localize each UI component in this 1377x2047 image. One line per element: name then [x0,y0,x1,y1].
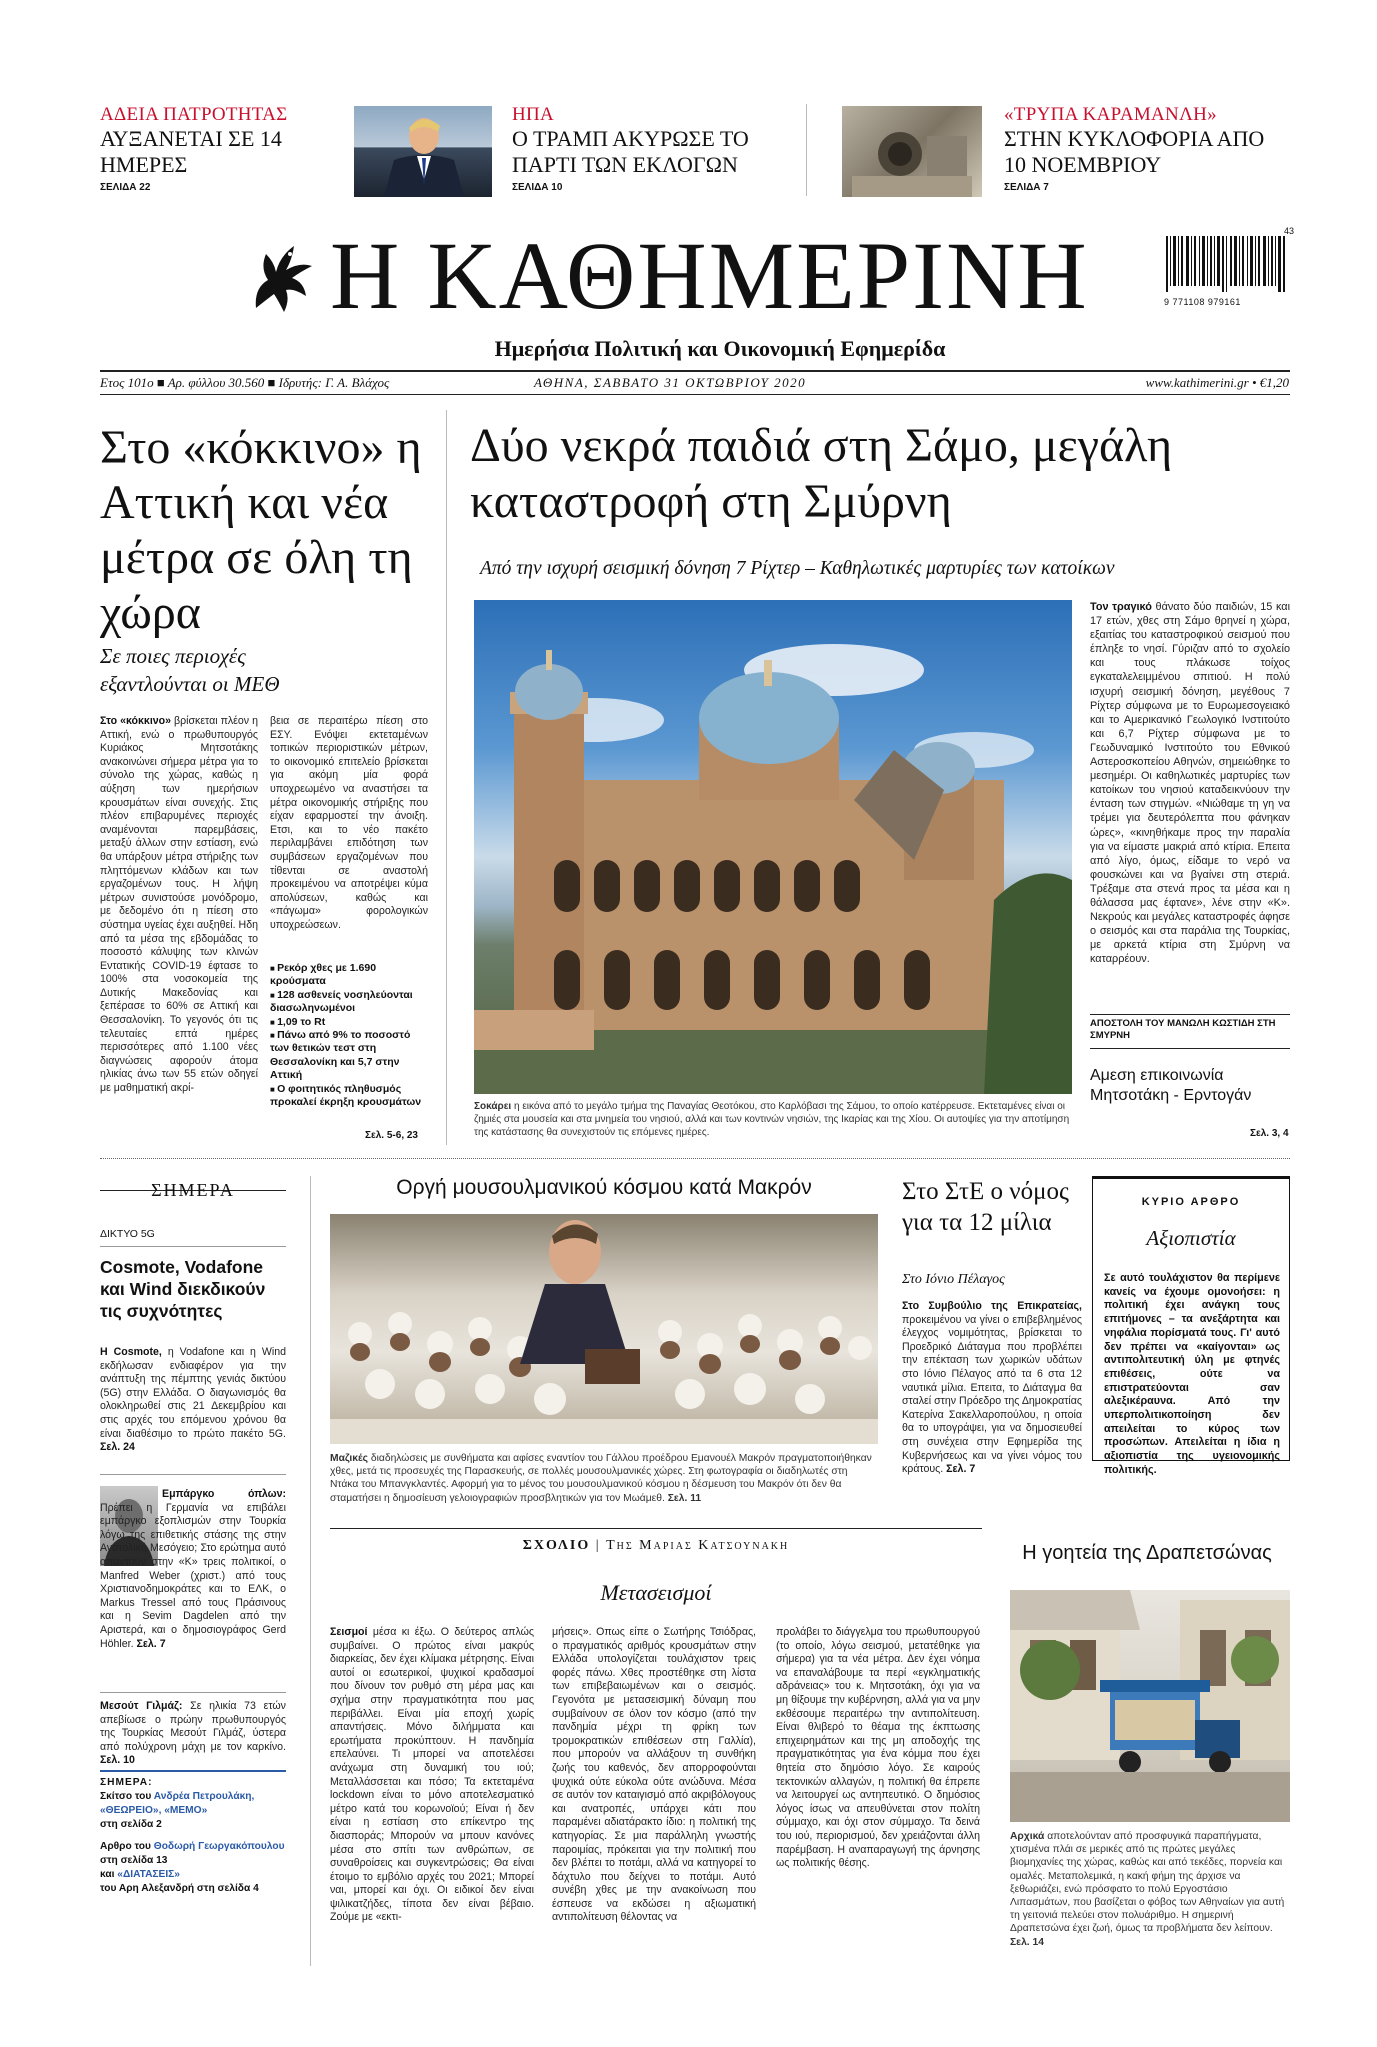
today-headline[interactable]: Cosmote, Vodafone και Wind διεκδικούν τις συχνότητες [100,1257,266,1321]
teaser-kicker: ΗΠΑ [512,104,555,125]
macron-page[interactable]: Σελ. 11 [667,1492,702,1504]
today-label: ΣΗΜΕΡΑ [151,1180,235,1200]
trump-photo [354,106,492,197]
main-photo-caption [474,1100,1072,1139]
today-bottom-label: ΣΗΜΕΡΑ: [100,1777,153,1788]
column-body-col2: μήσεις». Οπως είπε ο Σωτήρης Τσιόδρας, ο πραγματικός αριθμός κρουσμάτων στην Ελλάδα υπολογίζεται τουλάχιστον τρεις φορές πάνω. Χθες προστέθηκε στη λίστα των επιβεβαιωμένων και ο σεισμός. Γεγονότα με μετασεισμική δύναμη που συμβαίνουν σε όλον τον κόσμο (από την πανδημία μέχρι τη φρίκη των τρομοκρατικών επιθέσεων στη Γαλλία), που μπορούν να αλλάξουν τη συνθήκη ζωής του καθενός, δεν απορροφούνται ψυχικά ούτε εύκολα ούτε ανώδυνα. Μέσα σε αυτόν τον καταιγισμό από ακριβόλογους και ανατροπές, υπάρχει κάτι που παραμένει αδιατάρακτο ίδιο: η πολιτική της κατηγορίας. Σε μια παράλληλη γνωστής παροιμίας, πρόκειται για την πολιτική που δεν βλέπει το ποτάμι, αλλά να κατηγορεί το δάχτυλο που δείχνει το ποτάμι. Αυτό συνέβη χθες με την ανακοίνωση που έσπευσε να εκδώσει η αξιωματική αντιπολίτευση θέλοντας να [552,1626,756,1924]
item3-page[interactable]: Σελ. 10 [100,1754,135,1767]
ste-text: προκειμένου να γίνει ο επιβεβλημένος έλεγχος νομιμότητας, βρίσκεται το Προεδρικό Διάταγμα που προβλέπει την επέκταση των χωρικών υδάτων στο Ιόνιο Πέλαγος από τα 6 στα 12 ναυτικά μίλια. Επειτα, το Διάταγμα θα σταλεί στην Πρόεδρο της Δημοκρατίας Κατερίνα Σακελλαροπούλου, η οποία θα το υπογράψει, για να δημοσιευθεί στη συνέχεια στην Εφημερίδα της Κυβερνήσεως και να γίνει νόμος του κράτους. [902,1313,1082,1476]
left-headline[interactable]: Στο «κόκκινο» η Αττική και νέα μέτρα σε όλη τη χώρα [100,421,422,639]
item2-lead: Εμπάργκο όπλων: [162,1488,286,1500]
main-related[interactable]: Αμεση επικοινωνία Μητσοτάκη - Ερντογάν [1090,1067,1252,1104]
main-subhead: Από την ισχυρή σεισμική δόνηση 7 Ρίχτερ – Καθηλωτικές μαρτυρίες των κατοίκων [480,558,1115,579]
today-bottom-line6[interactable] [100,1868,286,1882]
left-body-col2: βεια σε περαιτέρω πίεση στο ΕΣΥ. Ενόψει εκτεταμένων τοπικών περιοριστικών μέτρων, το οικονομικό επιτελείο βρίσκεται για ακόμη μία φορά υποχρεωμένο να αναστήσει τα μέτρα οικονομικής στήριξης που είχαν εφαρμοστεί την άνοιξη. Ετσι, και το νέο πακέτο περιλαμβάνει επιδότηση των συμβάσεων εργαζομένων που τίθενται σε αναστολή προκειμένου να αποτρέψει κύμα απολύσεων, καθώς και «πάγωμα» φορολογικών υποχρεώσεων. [270,715,428,931]
section-link: «ΘΕΩΡΕΙΟ», «ΜΕΜΟ» [100,1805,208,1816]
bullet-item: ■ 128 ασθενείς νοσηλεύονται διασωληνωμένοι [270,989,428,1016]
left-text: βρίσκεται πλέον η Αττική, ενώ ο πρωθυπουργός Κυριάκος Μητσοτάκης ανακοινώνει σήμερα μέτρα για το σύνολο της χώρας, καθώς η αύξηση των ημερήσιων κρουσμάτων είναι συνεχής. Στις πλέον επιβαρυμένες περιοχές αναμένονται παρεμβάσεις, μεταξύ άλλων στην εστίαση, ενώ θα υπάρξουν μέτρα στήριξης των πληττόμενων κλάδων και των εργαζομένων τους. Η λήψη μέτρων συνιστούσε μονόδρομο, με δεδομένο ότι η πίεση στο σύστημα υγείας έχει αυξηθεί. Ηδη από τα μέσα της εβδομάδας το ποσοστό κάλυψης των κλινών Εντατικής COVID-19 έφτασε το 100% στα νοσοκομεία της Δυτικής Μακεδονίας και ξεπέρασε το 60% σε Αττική και Θεσσαλονίκη. Το γεγονός ότι τις τελευταίες επτά ημέρες περισσότερες από 1.100 νέες διαγνώσεις αφορούν άτομα ηλικίας άνω των 55 ετών οδηγεί με μαθηματική ακρί- [100,715,258,1095]
tunnel-photo [842,106,982,197]
church-illustration [474,600,1072,1094]
item2-text: Πρέπει η Γερμανία να επιβάλει εμπάργκο εξοπλισμών στην Τουρκία λόγω της επιθετικής στάσης της στην Ανατολική Μεσόγειο; Στο ερώτημα αυτό απαντούν στην «Κ» τρεις πολιτικοί, ο Manfred Weber (χριστ.) από τους Χριστιανοδημοκράτες και το ΕΛΚ, ο Markus Tressel από τους Πράσινους και η Sevim Dagdelen από την Αριστερά, και ο δημοσιογράφος Gerd Höhler. [100,1501,286,1650]
item3-text: Σε ηλικία 73 ετών απεβίωσε ο πρώην πρωθυπουργός της Τουρκίας Μεσούτ Γιλμάζ, ύστερα από πολύχρονη μάχη με τον καρκίνο. [100,1700,286,1753]
teaser-title: Ο ΤΡΑΜΠ ΑΚΥΡΩΣΕ ΤΟ ΠΑΡΤΙ ΤΩΝ ΕΚΛΟΓΩΝ [512,126,749,177]
issue-info: Ετος 101ο ■ Αρ. φύλλου 30.560 ■ Ιδρυτής: Γ. Α. Βλάχος [100,375,390,390]
trump-figure [354,106,492,197]
masthead-rule-bottom [100,394,1290,395]
editorial-title[interactable]: Αξιοπιστία [1146,1226,1236,1250]
today-bottom-line7: του Αρη Αλεξανδρή στη σελίδα 4 [100,1883,259,1894]
column-body-col1 [330,1626,534,1925]
today-kicker-rule [100,1246,286,1247]
today-page[interactable]: Σελ. 24 [100,1441,135,1454]
masthead-rule-top [100,370,1290,372]
main-lead: Τον τραγικό [1090,601,1152,613]
ste-body [902,1300,1082,1477]
macron-protest-photo [330,1214,878,1444]
teaser-kicker: «ΤΡΥΠΑ ΚΑΡΑΜΑΝΛΗ» [1004,104,1217,125]
column-body-col3: προλάβει το διάγγελμα του πρωθυπουργού (το οποίο, λόγω σεισμού, μετατέθηκε για σήμερα) για τα νέα μέτρα. Δεν έχει νόημα να επαναλάβουμε τα περί «εγκληματικής αδράνειας» του κ. Μητσοτάκη, όχι για να μη θίξουμε την κυβέρνηση, αλλά για να μην εκθέσουμε περαιτέρω την αντιπολίτευση. Είναι θλιβερό το θέαμα της έκπτωσης επιχειρημάτων και της μη αποδοχής της πραγματικότητας για ένα κόμμα που έχει θητεία στο δημόσιο λόγο. Σε καιρούς τεκτονικών αλλαγών, η πολιτική θα έπρεπε να λειτουργεί ως αντηπευτικό. Ο δημόσιος λόγος ίσως να απευθύνεται στον πολίτη σύμμαχο, και όχι στον σύμμαχο. Τα δεινά του ιού, περιορισμού, δεν χρειάζονται άλλη παρέμβαση. Η αναπαραγωγή της άρνησης ως πολιτικής θέσης. [776,1626,980,1870]
column-divider [310,1176,311,1966]
ste-headline[interactable]: Στο ΣτΕ ο νόμος για τα 12 μίλια [902,1178,1069,1236]
today-bottom [100,1776,286,1896]
column-text: μέσα κι έξω. Ο δεύτερος απλώς συμβαίνει. Ο πρώτος είναι μακρύς διαρκείας, δεν έχει κλίμακα μέτρησης. Είναι αυτοί οι εσωτερικοί, ψυχικοί κραδασμοί που δίνουν τον ρυθμό στη μέρα μας και σχήμα στην πραγματικότητα που μας περιβάλλει. Είναι μία εποχή χωρίς απαντήσεις. Μόνο διλήμματα και ερωτήματα προκύπτουν. Η πανδημία επελαύνει. Τι μπορεί να αποτελέσει ανάχωμα στη δυναμική του ιού; Μεταλλάσσεται και πόσο; Τα εκτεταμένα lockdown είναι το μόνο αποτελεσματικό μέτρο κατά του κορωνοϊού; Είναι ή δεν είναι η εστίαση στο επίκεντρο της διασποράς; Μπορούν να μπουν κανόνες μέσα στο σπίτι των ανθρώπων, σε συναθροίσεις και συγκεντρώσεις; Θα είναι έτοιμο το εμβόλιο αρχές του 2021; Μπορεί ναι, μπορεί και όχι. Οι ειδικοί δεν είναι ψιλικατζήδες, τίποτα δεν είναι βέβαιο. Ζούμε με «εκτι- [330,1626,534,1924]
barcode-bars [1164,236,1294,292]
teaser-page: ΣΕΛΙΔΑ 22 [100,182,151,193]
today-body [100,1346,286,1455]
tunnel-machine [842,106,982,197]
column-header [330,1538,982,1554]
today-bottom-line5: στη σελίδα 13 [100,1855,168,1866]
column-separator-icon: | [590,1538,607,1553]
caption-text: διαδηλώσεις με συνθήματα και αφίσες εναντίον του Γάλλου προέδρου Εμανουέλ Μακρόν πραγματοποιήθηκαν χθες, μετά τις προσευχές της Παρασκευής, σε πολλές μουσουλμανικές χώρες. Στη φωτογραφία οι διαδηλωτές στη Ντάκα του Μπανγκλαντές. Αφορμή για το μένος του μουσουλμανικού κόσμου η δέσμευση του Μακρόν ότι δεν θα σταματήσει η δημοσίευση γελοιογραφιών προσβλητικών για τον Μωάμεθ. [330,1453,872,1504]
column-divider [446,410,447,1145]
drapetsona-caption [1010,1830,1290,1949]
barcode-issue: 43 [1283,226,1294,236]
today-lead: Η Cosmote, [100,1346,162,1358]
ste-lead: Στο Συμβούλιο της Επικρατείας, [902,1300,1082,1312]
teaser-divider [806,104,807,196]
teaser-title: ΑΥΞΑΝΕΤΑΙ ΣΕ 14 ΗΜΕΡΕΣ [100,126,282,177]
teaser-page: ΣΕΛΙΔΑ 10 [512,182,563,193]
today-divider [100,1692,286,1693]
caption-text: η εικόνα από το μεγάλο τμήμα της Παναγίας Θεοτόκου, στο Καρλόβασι της Σάμου, το οποίο κατέρρευσε. Εκτεταμένες είναι οι ζημιές στα μουσεία και στα μνημεία του νησιού, αλλά και των κοντινών νησιών, της Ικαρίας και της Χίου. Οι αυτοψίες για την αποτίμηση της κατάστασης θα συνεχιστούν τις επόμενες ημέρες. [474,1101,1070,1138]
teaser-page: ΣΕΛΙΔΑ 7 [1004,182,1049,193]
left-subhead: Σε ποιες περιοχές εξαντλούνται οι ΜΕΘ [100,644,280,696]
editorial-label: ΚΥΡΙΟ ΑΡΘΡΟ [1141,1196,1241,1208]
author-link: Ανδρέα Πετρουλάκη, [153,1791,255,1802]
main-byline: ΑΠΟΣΤΟΛΗ ΤΟΥ ΜΑΝΩΛΗ ΚΩΣΤΙΔΗ ΣΤΗ ΣΜΥΡΝΗ [1090,1018,1276,1041]
samos-church-photo [474,600,1072,1094]
today-kicker: ΔΙΚΤΥΟ 5G [100,1228,155,1240]
bullet-item: ■ Ρεκόρ χθες με 1.690 κρούσματα [270,962,428,989]
today-bottom-line3: στη σελίδα 2 [100,1819,162,1830]
today-item2 [100,1488,286,1651]
macron-headline[interactable]: Οργή μουσουλμανικού κόσμου κατά Μακρόν [396,1176,812,1199]
byline-rule [1090,1014,1290,1015]
teaser-trump[interactable] [512,104,782,193]
item3-lead: Μεσούτ Γιλμάζ: [100,1700,183,1712]
caption-lead: Σοκάρει [474,1101,512,1112]
caption-lead: Αρχικά [1010,1831,1045,1842]
teaser-title: ΣΤΗΝ ΚΥΚΛΟΦΟΡΙΑ ΑΠΟ 10 ΝΟΕΜΒΡΙΟΥ [1004,126,1265,177]
caption-text: αποτελούνταν από προσφυγικά παραπήγματα, χτισμένα πλάι σε μερικές από τις πρώτες μεγάλες βιομηχανίες της χώρας, καθώς και από τεκέδες, πορνεία και ομαλές. Μεταπολεμικά, η κακή φήμη της άρχισε να ξεθωριάζει, ενώ πρόσφατο το πολύ Εργοστάσιο Λιπασμάτων, που βασίζεται ο φόβος των Αθηναίων για αυτή τη γειτονιά πελεύει στον πολυάριθμο. Η σημερινή Δραπετσώνα έχει ζωή, όμως τα προβλήματα δεν λείπουν. [1010,1831,1285,1935]
today-bottom-line1[interactable] [100,1790,286,1804]
drapetsona-photo [1010,1590,1290,1822]
related-rule [1090,1048,1290,1049]
column-author: Της Μαριας Κατσουνακη [606,1538,790,1553]
bullet-item: ■ Πάνω από 9% το ποσοστό των θετικών τεστ στη Θεσσαλονίκη και 5,7 στην Αττική [270,1029,428,1083]
ste-subhead: Στο Ιόνιο Πέλαγος [902,1272,1005,1287]
left-page-ref[interactable]: Σελ. 5-6, 23 [365,1130,418,1141]
left-bullets [270,962,428,1109]
left-lead: Στο «κόκκινο» [100,715,172,727]
issue-date: ΑΘΗΝΑ, ΣΑΒΒΑΤΟ 31 ΟΚΤΩΒΡΙΟΥ 2020 [534,375,807,390]
main-page-ref[interactable]: Σελ. 3, 4 [1250,1128,1289,1139]
today-bottom-rule [100,1770,286,1772]
today-bottom-line2[interactable] [100,1804,286,1818]
teaser-kicker: ΑΔΕΙΑ ΠΑΤΡΟΤΗΤΑΣ [100,104,288,125]
ste-page[interactable]: Σελ. 7 [946,1463,976,1476]
bullet-item: ■ 1,09 το Rt [270,1016,428,1029]
today-text: η Vodafone και η Wind εκδήλωσαν ενδιαφέρον για την ανάπτυξη της πέμπτης γενιάς δικτύου (5G) στην Ελλάδα. Ο διαγωνισμός θα ολοκληρωθεί στις 21 Δεκεμβρίου και στις αρχές του επόμενου χρόνου θα είναι διαθέσιμο το πρώτο πακέτο 5G. [100,1346,286,1440]
author-link: Θοδωρή Γεωργακόπουλου [153,1841,285,1852]
macron-caption [330,1452,878,1505]
teaser-tunnel[interactable] [1004,104,1284,193]
item2-page[interactable]: Σελ. 7 [136,1637,166,1650]
street-scene [1010,1590,1290,1822]
griffin-logo-icon [246,238,318,316]
drapetsona-page[interactable]: Σελ. 14 [1010,1936,1044,1948]
column-title[interactable]: Μετασεισμοί [600,1580,712,1605]
today-item3 [100,1700,286,1768]
protest-crowd [330,1214,878,1444]
issue-price: www.kathimerini.gr • €1,20 [1145,375,1289,390]
teaser-paternity[interactable] [100,104,308,193]
bullet-item: ■ Ο φοιτητικός πληθυσμός προκαλεί έκρηξη κρουσμάτων [270,1083,428,1110]
barcode [1164,226,1294,306]
text: και [100,1869,115,1880]
caption-lead: Μαζικές [330,1453,369,1464]
editorial-body: Σε αυτό τουλάχιστον θα περίμενε κανείς να έχουμε ομονοήσει: η πολιτική έχει ανάγκη τους επιτήμονες – τα ανεξάρτητα και νηφάλια πορίσματά τους. Γι' αυτό δεν πρέπει να «καίγονται» ως αντιπολιτευτική ύλη με φτηνές επιθέσεις, ούτε να επιστρατεύονται σαν αλεξικέραυνα. Από την υπερπολιτικοποίηση δεν απειλείται το κύρος των προσώπων. Απειλείται η ίδια η αξιοπιστία της υγειονομικής πολιτικής. [1104,1272,1280,1476]
main-body [1090,600,1290,966]
left-body-col1 [100,715,258,1096]
column-lead: Σεισμοί [330,1626,368,1638]
main-headline[interactable]: Δύο νεκρά παιδιά στη Σάμο, μεγάλη καταστροφή στη Σμύρνη [470,419,1173,528]
text: Αρθρο του [100,1841,151,1852]
drapetsona-headline[interactable]: Η γοητεία της Δραπετσώνας [1022,1542,1272,1564]
masthead-subtitle: Ημερήσια Πολιτική και Οικονομική Εφημερίδα [494,336,946,361]
section-divider-dotted [100,1158,1290,1159]
section-link: «ΔΙΑΤΑΣΕΙΣ» [117,1869,180,1880]
today-bottom-line4[interactable] [100,1840,286,1854]
column-label: ΣΧΟΛΙΟ [522,1538,591,1553]
masthead-title: Η ΚΑΘΗΜΕΡΙΝΗ [330,222,1089,329]
column-top-rule [330,1528,982,1529]
text: Σκίτσο του [100,1791,152,1802]
today-divider [100,1474,286,1475]
barcode-number: 9 771108 979161 [1164,297,1241,307]
main-text: θάνατο δύο παιδιών, 15 και 17 ετών, χθες στη Σάμο θρηνεί η χώρα, εξαιτίας του καταστροφικού σεισμού που έπληξε το νησί. Γύριζαν από το σχολείο και τους πλάκωσε τοίχος εγκαταλελειμμένου σπιτιού. Η πολύ ισχυρή σεισμική δόνηση, μεγέθους 7 Ρίχτερ σύμφωνα με το Ευρωμεσογειακό και το Αμερικανικό Γεωλογικό Ινστιτούτο και 6,7 Ρίχτερ σύμφωνα με το Γεωδυναμικό Ινστιτούτο του Εθνικού Αστεροσκοπείου Αθηνών, σημειώθηκε το μεσημέρι. Οι καθηλωτικές μαρτυρίες των κατοίκων του νησιού καταδεικνύουν την ένταση των στιγμών. «Νιώθαμε τη γη να τρέμει για δευτερόλεπτα που φάνηκαν ώρες», «κινηθήκαμε προς την παραλία για να είμαστε μακριά από κτίρια. Επειτα από λίγο, όμως, είδαμε το νερό να φουσκώνει και να βγαίνει στη στεριά. Τρέξαμε στα στενά προς τα μέσα και η θάλασσα μας έφτανε», λένε στην «Κ». Νεκρούς και μεγάλες καταστροφές άφησε ο σεισμός και στα παράλια της Τουρκίας, με αρκετά κτίρια στη Σμύρνη να καταρρέουν. [1090,601,1290,966]
